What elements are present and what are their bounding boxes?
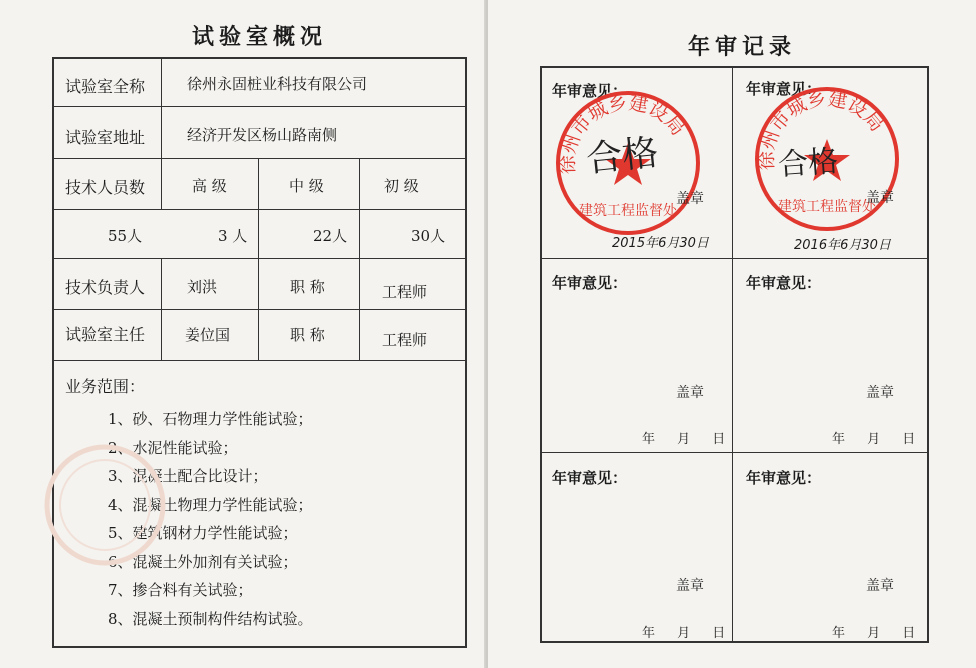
staff-junior-count: 30人 [411,227,446,245]
tech-lead-title-label: 职 称 [290,278,325,296]
director-label: 试验室主任 [65,325,146,344]
handwritten-signature: 合格 [584,132,661,181]
staff-intermediate-count: 22人 [313,227,348,245]
svg-text:建筑工程监督处: 建筑工程监督处 [579,203,677,219]
review-opinion-label: 年审意见： [746,274,822,292]
scope-item: 8、混凝土预制构件结构试验。 [108,610,313,628]
scope-item: 7、掺合料有关试验； [108,581,253,599]
review-opinion-label: 年审意见： [552,469,628,487]
lab-address-label: 试验室地址 [65,128,146,147]
review-date: 年 月 日 [832,432,916,447]
lab-name-value: 徐州永固桩业科技有限公司 [187,75,368,93]
scope-item: 1、砂、石物理力学性能试验； [108,410,313,428]
faded-seal-stamp [40,440,170,570]
director-name: 姜位国 [185,326,231,344]
review-opinion-label: 年审意见： [746,80,822,98]
stamp-label: 盖章 [676,578,704,594]
staff-count-label: 技术人员数 [65,178,146,197]
stamp-label: 盖章 [676,385,704,401]
tech-lead-name: 刘洪 [187,278,218,296]
handwritten-signature: 合格 [777,143,840,184]
review-opinion-label: 年审意见： [552,274,628,292]
lab-name-label: 试验室全称 [65,77,146,96]
lab-address-value: 经济开发区杨山路南侧 [187,126,338,144]
staff-level-junior: 初 级 [384,177,419,195]
review-date: 年 月 日 [642,432,726,447]
stamp-label: 盖章 [866,578,894,594]
review-opinion-label: 年审意见： [552,82,628,100]
staff-senior-count: 3 人 [218,227,248,245]
svg-text:徐州市城乡建设局: 徐州市城乡建设局 [556,92,689,175]
svg-text:建筑工程监督处: 建筑工程监督处 [778,199,876,215]
stamp-label: 盖章 [676,191,704,207]
review-date: 年 月 日 [642,626,726,641]
review-date: 2016年6月30日 [794,238,891,253]
svg-text:徐州市城乡建设局: 徐州市城乡建设局 [755,88,888,171]
staff-level-intermediate: 中 级 [289,177,324,195]
tech-lead-label: 技术负责人 [65,278,146,297]
scope-item: 4、混凝土物理力学性能试验； [108,496,313,514]
director-title-label: 职 称 [290,326,325,344]
review-opinion-label: 年审意见： [746,469,822,487]
review-date: 年 月 日 [832,626,916,641]
staff-level-senior: 高 级 [192,177,227,195]
scope-item: 3、混凝土配合比设计； [108,467,268,485]
stamp-label: 盖章 [866,190,894,206]
lab-overview-title: 试验室概况 [192,24,328,50]
staff-total-count: 55人 [108,227,143,245]
business-scope-heading: 业务范围： [65,377,146,396]
scope-item: 2、水泥性能试验； [108,439,238,457]
tech-lead-title-value: 工程师 [382,283,428,301]
scope-item: 6、混凝土外加剂有关试验； [108,553,298,571]
director-title-value: 工程师 [382,331,428,349]
annual-review-title: 年审记录 [688,34,797,60]
review-date: 2015年6月30日 [612,236,709,251]
stamp-label: 盖章 [866,385,894,401]
scope-item: 5、建筑钢材力学性能试验； [108,524,298,542]
